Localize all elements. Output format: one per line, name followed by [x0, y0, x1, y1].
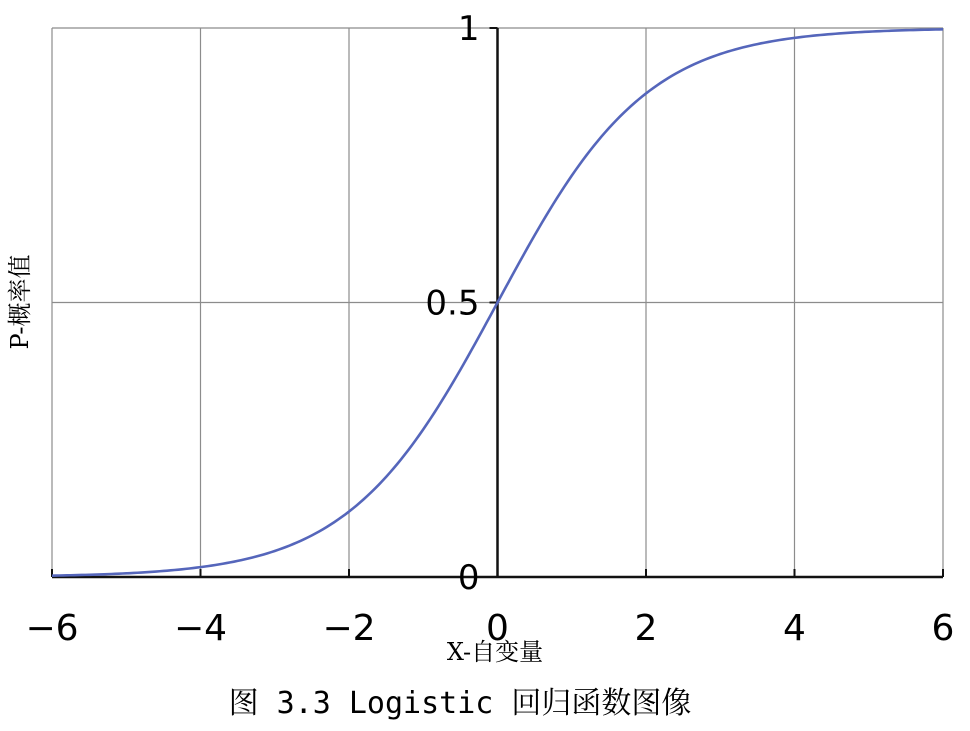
tick-labels: [25, 9, 954, 649]
x-tick-label: 2: [634, 608, 658, 649]
x-tick-label: 0: [486, 608, 509, 649]
y-tick-label: 1: [457, 9, 480, 49]
x-tick-label: 4: [783, 608, 806, 649]
y-tick-label: 0.5: [425, 283, 480, 324]
y-axis-label: P-概率值: [6, 254, 34, 350]
x-tick-label: −4: [173, 608, 228, 649]
x-tick-label: −6: [25, 608, 79, 649]
figure-caption: 图 3.3 Logistic 回归函数图像: [228, 686, 692, 721]
y-tick-label: 0: [457, 558, 480, 598]
x-axis-label: X-自变量: [446, 638, 544, 666]
x-tick-label: −2: [322, 608, 376, 649]
x-tick-label: 6: [931, 608, 955, 649]
